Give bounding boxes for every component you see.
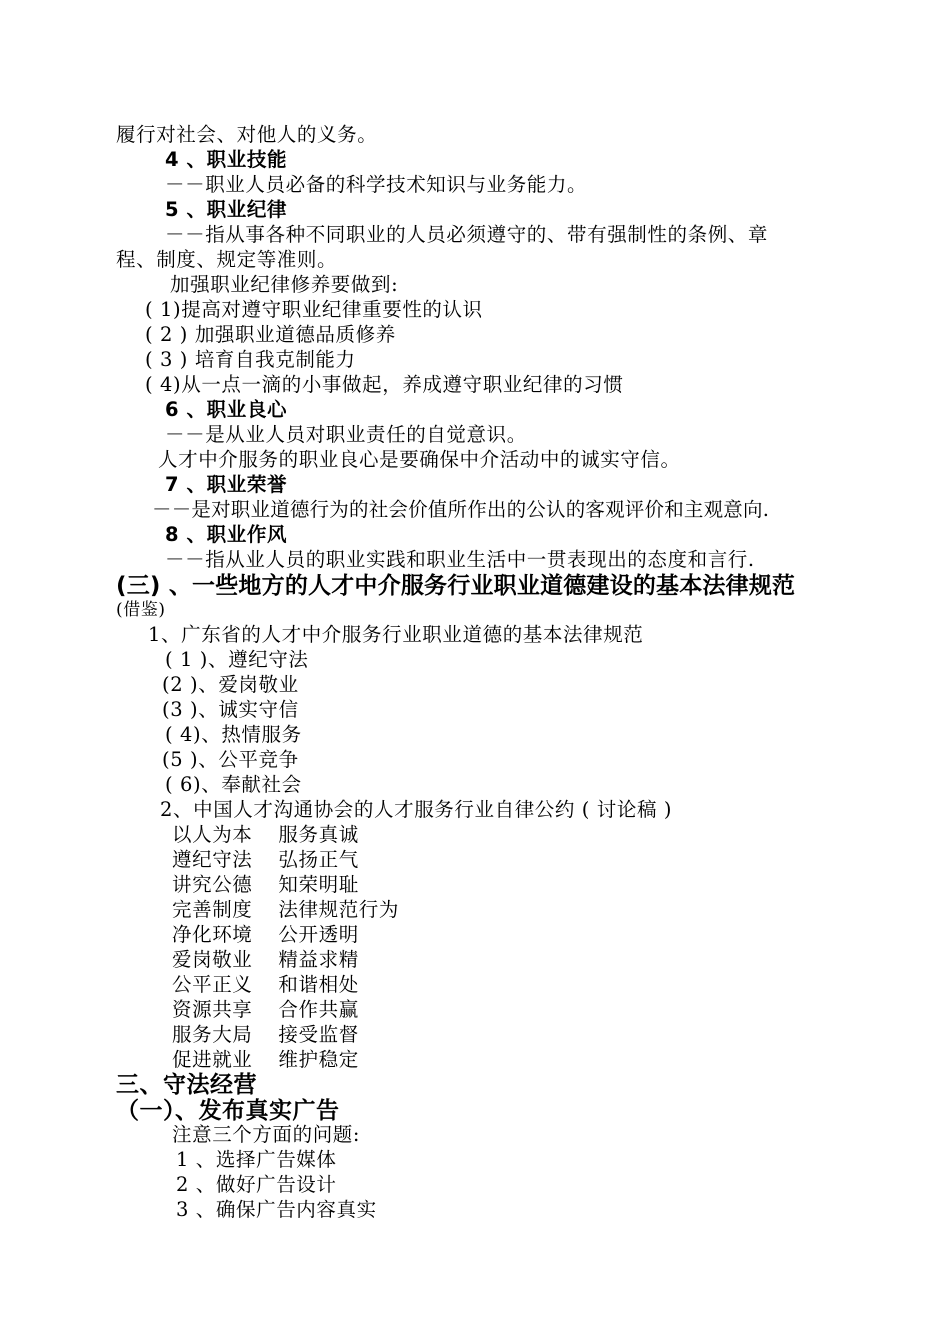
chapter-heading: (三) 、一些地方的人才中介服务行业职业道德建设的基本法律规范 xyxy=(116,573,796,599)
convention-line: 促进就业 维护稳定 xyxy=(172,1048,359,1071)
list-item: 3 、确保广告内容真实 xyxy=(176,1198,377,1221)
list-item: ( 3 ) 培育自我克制能力 xyxy=(145,348,356,371)
text-line: 人才中介服务的职业良心是要确保中介活动中的诚实守信。 xyxy=(158,448,681,471)
convention-line: 遵纪守法 弘扬正气 xyxy=(172,848,359,871)
list-item: ( 1 )、遵纪守法 xyxy=(165,648,309,671)
text-line: 1、广东省的人才中介服务行业职业道德的基本法律规范 xyxy=(148,623,644,646)
convention-line: 资源共享 合作共赢 xyxy=(172,998,359,1021)
convention-line: 讲究公德 知荣明耻 xyxy=(172,873,359,896)
text-line: 加强职业纪律修养要做到: xyxy=(170,273,399,296)
list-item: ( 2 ) 加强职业道德品质修养 xyxy=(145,323,396,346)
chapter-heading: 三、守法经营 xyxy=(116,1072,257,1098)
convention-line: 服务大局 接受监督 xyxy=(172,1023,359,1046)
section-heading: 5 、职业纪律 xyxy=(165,198,288,221)
list-item: ( 6)、奉献社会 xyxy=(165,773,302,796)
list-item: (2 )、爱岗敬业 xyxy=(162,673,299,696)
section-heading: 8 、职业作风 xyxy=(165,523,288,546)
list-item: ( 4)、热情服务 xyxy=(165,723,302,746)
section-heading: 7 、职业荣誉 xyxy=(165,473,288,496)
text-line: －－是从业人员对职业责任的自觉意识。 xyxy=(165,423,527,446)
text-line: －－是对职业道德行为的社会价值所作出的公认的客观评价和主观意向. xyxy=(152,498,770,521)
text-line: －－指从业人员的职业实践和职业生活中一贯表现出的态度和言行. xyxy=(165,548,755,571)
text-line: －－职业人员必备的科学技术知识与业务能力。 xyxy=(165,173,588,196)
text-line: (借鉴) xyxy=(116,600,166,620)
list-item: 1 、选择广告媒体 xyxy=(176,1148,337,1171)
text-line: 程、制度、规定等准则。 xyxy=(116,248,338,271)
list-item: (5 )、公平竞争 xyxy=(162,748,299,771)
section-heading: 4 、职业技能 xyxy=(165,148,288,171)
section-heading: （一）、发布真实广告 xyxy=(116,1098,340,1124)
text-line: －－指从事各种不同职业的人员必须遵守的、带有强制性的条例、章 xyxy=(165,223,769,246)
list-item: ( 4)从一点一滴的小事做起，养成遵守职业纪律的习惯 xyxy=(145,373,624,396)
convention-line: 以人为本 服务真诚 xyxy=(172,823,359,846)
list-item: (3 )、诚实守信 xyxy=(162,698,299,721)
convention-line: 净化环境 公开透明 xyxy=(172,923,359,946)
list-item: 2 、做好广告设计 xyxy=(176,1173,337,1196)
text-line: 2、中国人才沟通协会的人才服务行业自律公约 ( 讨论稿 ) xyxy=(160,798,673,821)
convention-line: 爱岗敬业 精益求精 xyxy=(172,948,359,971)
convention-line: 公平正义 和谐相处 xyxy=(172,973,359,996)
text-line: 注意三个方面的问题: xyxy=(172,1123,361,1146)
section-heading: 6 、职业良心 xyxy=(165,398,288,421)
list-item: ( 1)提高对遵守职业纪律重要性的认识 xyxy=(145,298,483,321)
text-line: 履行对社会、对他人的义务。 xyxy=(116,123,378,146)
convention-line: 完善制度 法律规范行为 xyxy=(172,898,400,921)
